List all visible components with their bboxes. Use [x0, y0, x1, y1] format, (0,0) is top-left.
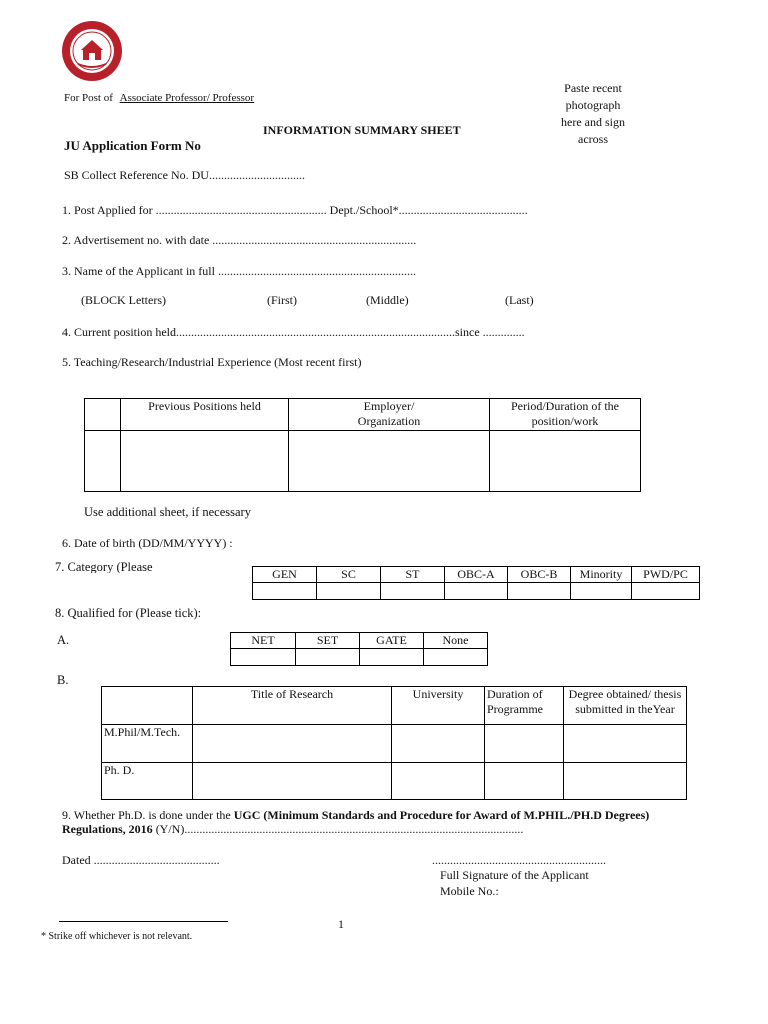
experience-header-employer: Employer/ Organization: [289, 399, 490, 431]
q9-bold-1: UGC (Minimum Standards and Procedure for Award of M.PHIL./PH.D Degrees): [233, 808, 650, 822]
qualified-tick-cell[interactable]: [231, 649, 296, 666]
photo-line-3: here and sign: [561, 115, 625, 129]
research-table: [101, 686, 687, 800]
signature-line[interactable]: ..........................................................: [432, 853, 606, 867]
category-label: 7. Category (Please: [55, 560, 153, 573]
question-9-line-1: [62, 808, 649, 823]
table-row[interactable]: [253, 583, 700, 600]
category-st: ST: [381, 567, 445, 583]
category-tick-cell[interactable]: [381, 583, 445, 600]
sb-collect-field[interactable]: SB Collect Reference No. DU................................: [64, 168, 305, 182]
photo-line-2: photograph: [565, 98, 621, 112]
experience-table: [84, 398, 641, 492]
table-cell: [102, 687, 193, 725]
table-row: [253, 567, 700, 583]
post-prefix: For Post of: [64, 92, 113, 104]
post-applied-field[interactable]: 1. Post Applied for ......................................................... Dept./School*...........................................: [62, 203, 528, 217]
table-cell: [85, 399, 121, 431]
qualified-tick-cell[interactable]: [296, 649, 360, 666]
qualified-net: NET: [231, 633, 296, 649]
category-table: [252, 566, 700, 600]
category-tick-cell[interactable]: [571, 583, 632, 600]
name-part-last: (Last): [505, 293, 534, 307]
table-cell[interactable]: [85, 431, 121, 492]
category-obc-b: OBC-B: [508, 567, 571, 583]
post-line: [64, 92, 254, 104]
category-tick-cell[interactable]: [253, 583, 317, 600]
advertisement-field[interactable]: 2. Advertisement no. with date ....................................................................: [62, 233, 417, 247]
research-header-university: University: [392, 687, 485, 725]
experience-header-positions: Previous Positions held: [121, 399, 289, 431]
table-cell[interactable]: [193, 763, 392, 800]
qualified-set: SET: [296, 633, 360, 649]
qualified-b-label: B.: [57, 673, 69, 687]
footnote: * Strike off whichever is not relevant.: [41, 931, 193, 942]
table-cell[interactable]: [289, 431, 490, 492]
category-gen: GEN: [253, 567, 317, 583]
photo-placeholder: [548, 80, 638, 148]
table-row[interactable]: [85, 431, 641, 492]
experience-heading: 5. Teaching/Research/Industrial Experience (Most recent first): [62, 355, 362, 369]
table-cell[interactable]: [485, 725, 564, 763]
table-cell[interactable]: [392, 725, 485, 763]
name-part-first: (First): [267, 293, 297, 307]
category-sc: SC: [317, 567, 381, 583]
table-row: [85, 399, 641, 431]
signature-label: Full Signature of the Applicant: [440, 868, 589, 882]
table-row[interactable]: [231, 649, 488, 666]
page-number: 1: [338, 917, 344, 931]
dated-field[interactable]: Dated ..........................................: [62, 853, 220, 867]
qualified-none: None: [424, 633, 488, 649]
form-no-label[interactable]: JU Application Form No: [64, 138, 201, 153]
table-cell[interactable]: [485, 763, 564, 800]
table-row[interactable]: [102, 763, 687, 800]
table-cell[interactable]: [392, 763, 485, 800]
research-header-title: Title of Research: [193, 687, 392, 725]
table-row: [231, 633, 488, 649]
page-title: INFORMATION SUMMARY SHEET: [263, 123, 461, 137]
qualified-tick-cell[interactable]: [360, 649, 424, 666]
category-minority: Minority: [571, 567, 632, 583]
q9-prefix: 9. Whether Ph.D. is done under the: [62, 808, 234, 822]
qualified-a-label: A.: [57, 633, 70, 647]
name-part-block: (BLOCK Letters): [81, 293, 166, 307]
dob-field[interactable]: 6. Date of birth (DD/MM/YYYY) :: [62, 536, 233, 550]
research-row-label-phd: Ph. D.: [102, 763, 193, 800]
post-value: Associate Professor/ Professor: [119, 92, 255, 104]
qualified-table: [230, 632, 488, 666]
applicant-name-field[interactable]: 3. Name of the Applicant in full ..................................................................: [62, 264, 416, 278]
category-obc-a: OBC-A: [445, 567, 508, 583]
table-row: [102, 687, 687, 725]
category-tick-cell[interactable]: [317, 583, 381, 600]
footnote-divider: [59, 921, 228, 922]
research-row-label-mphil: M.Phil/M.Tech.: [102, 725, 193, 763]
additional-sheet-note: Use additional sheet, if necessary: [84, 505, 251, 519]
current-position-field[interactable]: 4. Current position held.............................................................................................since ..............: [62, 325, 525, 339]
table-row[interactable]: [102, 725, 687, 763]
qualified-gate: GATE: [360, 633, 424, 649]
question-9-line-2[interactable]: [62, 822, 523, 837]
category-pwd: PWD/PC: [632, 567, 700, 583]
table-cell[interactable]: [490, 431, 641, 492]
qualified-tick-cell[interactable]: [424, 649, 488, 666]
category-tick-cell[interactable]: [632, 583, 700, 600]
qualified-label: 8. Qualified for (Please tick):: [55, 606, 202, 620]
research-header-degree: Degree obtained/ thesis submitted in theYear: [564, 687, 687, 725]
experience-header-period: Period/Duration of the position/work: [490, 399, 641, 431]
name-part-middle: (Middle): [366, 293, 409, 307]
research-header-duration: Duration of Programme: [485, 687, 564, 725]
table-cell[interactable]: [121, 431, 289, 492]
q9-bold-2: Regulations, 2016: [62, 822, 153, 836]
table-cell[interactable]: [564, 725, 687, 763]
q9-suffix: (Y/N).................................................................................................................: [152, 822, 524, 836]
mobile-label[interactable]: Mobile No.:: [440, 884, 499, 898]
table-cell[interactable]: [193, 725, 392, 763]
table-cell[interactable]: [564, 763, 687, 800]
university-seal-logo: [61, 20, 123, 82]
category-tick-cell[interactable]: [508, 583, 571, 600]
photo-line-1: Paste recent: [564, 81, 622, 95]
category-tick-cell[interactable]: [445, 583, 508, 600]
photo-line-4: across: [578, 132, 608, 146]
